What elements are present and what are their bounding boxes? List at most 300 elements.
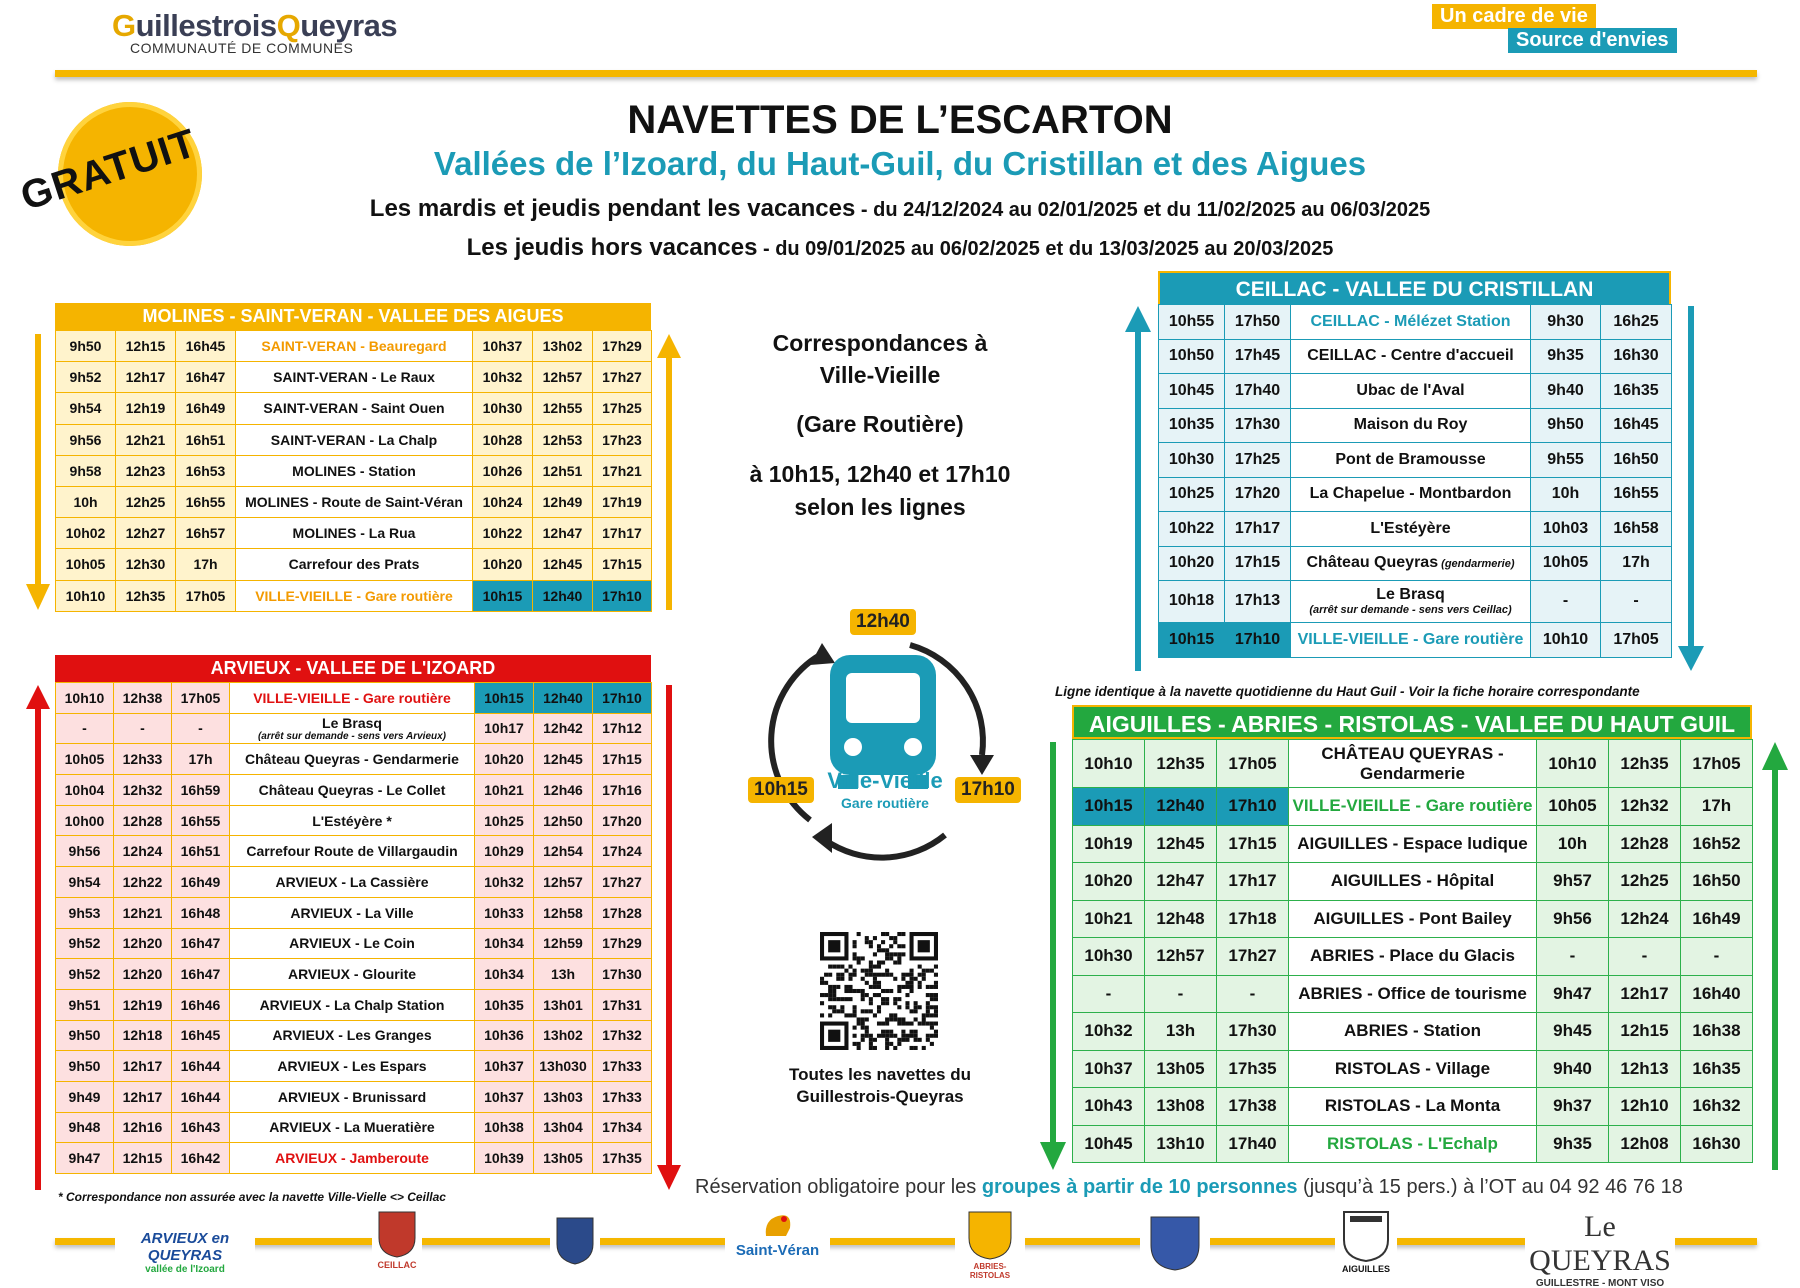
ceillac-title: CEILLAC - VALLEE DU CRISTILLAN: [1158, 271, 1671, 304]
stop-name: Le Brasq (arrêt sur demande - sens vers Ceillac): [1291, 581, 1531, 623]
time-cell: 9h40: [1537, 1050, 1609, 1088]
time-cell: 17h34: [593, 1112, 652, 1143]
time-cell: 12h08: [1609, 1125, 1681, 1163]
time-cell: 17h30: [1225, 408, 1291, 443]
time-cell: 17h23: [593, 424, 652, 455]
time-cell: 17h40: [1217, 1125, 1289, 1163]
time-cell: 9h55: [1531, 443, 1601, 478]
stop-name: SAINT-VERAN - La Chalp: [236, 424, 473, 455]
time-cell: 12h35: [1609, 740, 1681, 788]
guil-table: [1072, 705, 1752, 1163]
correspondance-place: Ville-Vieille: [819, 362, 941, 388]
time-cell: 16h51: [176, 424, 236, 455]
time-cell: 10h05: [56, 549, 116, 580]
logo-subtitle: COMMUNAUTÉ DE COMMUNES: [130, 40, 354, 56]
time-cell: 9h50: [56, 331, 116, 362]
time-cell: 17h29: [593, 928, 652, 959]
table-row: [56, 486, 652, 517]
time-cell: 17h12: [593, 713, 652, 744]
stop-name: ARVIEUX - La Chalp Station: [230, 989, 475, 1020]
molines-crest: [550, 1210, 600, 1268]
time-cell: -: [1681, 938, 1753, 976]
time-cell: 16h48: [172, 897, 230, 928]
time-cell: 12h21: [116, 424, 176, 455]
time-cell: 12h28: [114, 805, 172, 836]
time-cell: 17h45: [1225, 339, 1291, 374]
table-row: [56, 713, 652, 744]
stop-name: Carrefour Route de Villargaudin: [230, 836, 475, 867]
stop-name: CEILLAC - Centre d'accueil: [1291, 339, 1531, 374]
time-cell: 10h10: [1537, 740, 1609, 788]
time-cell: 16h30: [1681, 1125, 1753, 1163]
time-cell: 12h15: [116, 331, 176, 362]
schedule-off-holidays: Les jeudis hors vacances - du 09/01/2025 au 06/02/2025 et du 13/03/2025 au 20/03/2025: [466, 234, 1334, 261]
time-cell: 17h38: [1217, 1088, 1289, 1126]
time-cell: 10h30: [473, 393, 533, 424]
time-cell: 17h50: [1225, 305, 1291, 340]
time-cell: 10h05: [1537, 788, 1609, 826]
time-cell: 17h35: [1217, 1050, 1289, 1088]
time-cell: 10h25: [1159, 477, 1225, 512]
time-cell: 12h24: [1609, 900, 1681, 938]
table-row: [1159, 305, 1672, 340]
time-cell: 16h47: [172, 959, 230, 990]
table-row: [56, 836, 652, 867]
time-cell: 12h28: [1609, 825, 1681, 863]
time-cell: 9h47: [1537, 975, 1609, 1013]
time-cell: 17h05: [1681, 740, 1753, 788]
time-cell: 10h20: [475, 744, 534, 775]
time-cell: 9h30: [1531, 305, 1601, 340]
time-cell: 10h36: [475, 1020, 534, 1051]
ceillac-down-arrow: [1678, 306, 1704, 671]
time-cell: 17h27: [1217, 938, 1289, 976]
time-cell: 10h30: [1073, 938, 1145, 976]
time-cell: 16h49: [176, 393, 236, 424]
time-cell: 10h25: [475, 805, 534, 836]
time-cell: -: [1537, 938, 1609, 976]
cycle-time-1015: 10h15: [748, 777, 814, 803]
stop-name: MOLINES - Route de Saint-Véran: [236, 486, 473, 517]
time-cell: 12h40: [533, 580, 593, 611]
time-cell: 12h23: [116, 455, 176, 486]
logo-aiguilles: AIGUILLES: [1335, 1210, 1397, 1274]
stop-name: L'Estéyère: [1291, 512, 1531, 547]
time-cell: 9h50: [56, 1051, 114, 1082]
stop-name: ABRIES - Station: [1289, 1013, 1537, 1051]
time-cell: 13h01: [534, 989, 593, 1020]
stop-name: Château Queyras - Gendarmerie: [230, 744, 475, 775]
table-row: [56, 775, 652, 806]
arvieux-table: [55, 655, 651, 1174]
hub-label: Ville-Vieille: [827, 768, 943, 793]
time-cell: 10h38: [475, 1112, 534, 1143]
hub-sublabel: Gare routière: [841, 795, 929, 811]
table-row: [56, 518, 652, 549]
stop-name: ABRIES - Office de tourisme: [1289, 975, 1537, 1013]
table-row: [1073, 975, 1753, 1013]
time-cell: 17h05: [176, 580, 236, 611]
time-cell: 17h20: [1225, 477, 1291, 512]
table-row: [1159, 546, 1672, 581]
time-cell: 9h48: [56, 1112, 114, 1143]
table-row: [56, 959, 652, 990]
ceillac-up-arrow: [1125, 306, 1151, 671]
time-cell: 12h50: [534, 805, 593, 836]
time-cell: 17h10: [593, 683, 652, 714]
table-row: [56, 580, 652, 611]
time-cell: 17h33: [593, 1081, 652, 1112]
time-cell: 12h17: [116, 362, 176, 393]
time-cell: 12h32: [114, 775, 172, 806]
ceillac-table: [1158, 271, 1671, 658]
time-cell: 10h04: [56, 775, 114, 806]
time-cell: 13h: [534, 959, 593, 990]
time-cell: 9h52: [56, 959, 114, 990]
time-cell: 16h58: [1601, 512, 1672, 547]
time-cell: 13h: [1145, 1013, 1217, 1051]
time-cell: 12h46: [534, 775, 593, 806]
time-cell: 17h30: [1217, 1013, 1289, 1051]
qr-code[interactable]: [820, 932, 938, 1050]
correspondance-note: selon les lignes: [794, 494, 966, 520]
stop-name: MOLINES - La Rua: [236, 518, 473, 549]
time-cell: 9h57: [1537, 863, 1609, 901]
time-cell: 17h05: [1601, 623, 1672, 658]
time-cell: 12h21: [114, 897, 172, 928]
time-cell: -: [1601, 581, 1672, 623]
table-row: [1073, 1050, 1753, 1088]
bottom-divider: [55, 1238, 1757, 1245]
time-cell: 12h53: [533, 424, 593, 455]
stop-name: ABRIES - Place du Glacis: [1289, 938, 1537, 976]
time-cell: 9h58: [56, 455, 116, 486]
time-cell: 16h30: [1601, 339, 1672, 374]
stop-name: ARVIEUX - Le Coin: [230, 928, 475, 959]
time-cell: 10h05: [56, 744, 114, 775]
time-cell: 17h21: [593, 455, 652, 486]
time-cell: 9h52: [56, 362, 116, 393]
time-cell: 10h: [1531, 477, 1601, 512]
table-row: [56, 1112, 652, 1143]
stop-name: RISTOLAS - Village: [1289, 1050, 1537, 1088]
table-row: [56, 331, 652, 362]
molines-timetable: [55, 330, 652, 612]
time-cell: 10h32: [1073, 1013, 1145, 1051]
molines-down-arrow: [26, 334, 50, 610]
stop-name: SAINT-VERAN - Le Raux: [236, 362, 473, 393]
time-cell: 12h45: [534, 744, 593, 775]
time-cell: 12h35: [1145, 740, 1217, 788]
stop-name: Château Queyras (gendarmerie): [1291, 546, 1531, 581]
table-row: [56, 1020, 652, 1051]
time-cell: 16h51: [172, 836, 230, 867]
table-row: [56, 1081, 652, 1112]
table-row: [1073, 788, 1753, 826]
table-row: [1159, 443, 1672, 478]
bus-cycle-diagram: [750, 615, 1020, 865]
stop-name: VILLE-VIEILLE - Gare routière: [1291, 623, 1531, 658]
cycle-time-1240: 12h40: [850, 609, 916, 635]
logo-guillestrois-queyras: GuillestroisQueyras: [112, 8, 398, 43]
time-cell: 12h16: [114, 1112, 172, 1143]
arvieux-timetable: [55, 682, 652, 1174]
time-cell: 10h03: [1531, 512, 1601, 547]
stop-name: AIGUILLES - Espace ludique: [1289, 825, 1537, 863]
time-cell: 17h27: [593, 867, 652, 898]
time-cell: 16h49: [172, 867, 230, 898]
table-row: [1073, 740, 1753, 788]
time-cell: 10h37: [475, 1051, 534, 1082]
logo-arvieux: ARVIEUX en QUEYRAS vallée de l'Izoard: [115, 1230, 255, 1275]
time-cell: 12h17: [114, 1081, 172, 1112]
time-cell: 9h52: [56, 928, 114, 959]
logo-saint-veran: Saint-Véran: [725, 1210, 830, 1259]
stop-name: Le Brasq (arrêt sur demande - sens vers Arvieux): [230, 713, 475, 744]
time-cell: 17h19: [593, 486, 652, 517]
stop-name: ARVIEUX - Glourite: [230, 959, 475, 990]
time-cell: 12h40: [534, 683, 593, 714]
time-cell: 17h31: [593, 989, 652, 1020]
time-cell: 12h13: [1609, 1050, 1681, 1088]
time-cell: 10h17: [475, 713, 534, 744]
time-cell: 17h24: [593, 836, 652, 867]
time-cell: 10h26: [473, 455, 533, 486]
time-cell: 10h34: [475, 928, 534, 959]
table-row: [1073, 863, 1753, 901]
time-cell: 10h34: [475, 959, 534, 990]
time-cell: 10h20: [1073, 863, 1145, 901]
time-cell: 17h05: [1217, 740, 1289, 788]
time-cell: 12h33: [114, 744, 172, 775]
qr-caption-1: Toutes les navettes du: [788, 1065, 971, 1084]
stop-name: Ubac de l'Aval: [1291, 374, 1531, 409]
time-cell: 12h10: [1609, 1088, 1681, 1126]
time-cell: 10h45: [1159, 374, 1225, 409]
time-cell: 17h10: [593, 580, 652, 611]
time-cell: 10h20: [473, 549, 533, 580]
table-row: [1073, 1088, 1753, 1126]
time-cell: 12h20: [114, 959, 172, 990]
time-cell: -: [1531, 581, 1601, 623]
arvieux-up-arrow: [26, 685, 50, 1190]
time-cell: 10h: [56, 486, 116, 517]
time-cell: 16h57: [176, 518, 236, 549]
time-cell: 9h49: [56, 1081, 114, 1112]
page-subtitle: Vallées de l’Izoard, du Haut-Guil, du Cristillan et des Aigues: [433, 145, 1367, 182]
guil-note: Ligne identique à la navette quotidienne du Haut Guil - Voir la fiche horaire correspondante: [1055, 684, 1640, 699]
stop-note: (arrêt sur demande - sens vers Arvieux): [257, 730, 447, 742]
time-cell: 12h47: [1145, 863, 1217, 901]
table-row: [1073, 825, 1753, 863]
table-row: [56, 897, 652, 928]
table-row: [56, 362, 652, 393]
table-row: [1159, 512, 1672, 547]
time-cell: 9h47: [56, 1143, 114, 1174]
time-cell: -: [1609, 938, 1681, 976]
time-cell: 17h15: [1217, 825, 1289, 863]
time-cell: 12h19: [114, 989, 172, 1020]
stop-name: RISTOLAS - La Monta: [1289, 1088, 1537, 1126]
time-cell: 12h20: [114, 928, 172, 959]
correspondance-station: (Gare Routière): [796, 411, 964, 437]
time-cell: 16h35: [1681, 1050, 1753, 1088]
time-cell: 16h55: [1601, 477, 1672, 512]
time-cell: 12h48: [1145, 900, 1217, 938]
time-cell: 10h15: [473, 580, 533, 611]
cycle-time-1710: 17h10: [955, 777, 1021, 803]
time-cell: 10h33: [475, 897, 534, 928]
time-cell: 17h17: [1225, 512, 1291, 547]
stop-name: ARVIEUX - La Cassière: [230, 867, 475, 898]
time-cell: 12h25: [116, 486, 176, 517]
time-cell: 16h55: [172, 805, 230, 836]
time-cell: -: [172, 713, 230, 744]
aiguilles-crest-icon: [1342, 1210, 1390, 1262]
time-cell: 10h15: [1159, 623, 1225, 658]
time-cell: 9h53: [56, 897, 114, 928]
time-cell: 16h32: [1681, 1088, 1753, 1126]
time-cell: 17h10: [1217, 788, 1289, 826]
chateau-ville-vieille-crest: [1140, 1215, 1210, 1273]
time-cell: 12h17: [114, 1051, 172, 1082]
stop-name: CEILLAC - Mélézet Station: [1291, 305, 1531, 340]
time-cell: 12h38: [114, 683, 172, 714]
table-row: [1159, 623, 1672, 658]
time-cell: 17h25: [593, 393, 652, 424]
time-cell: 16h46: [172, 989, 230, 1020]
table-row: [1073, 900, 1753, 938]
table-row: [56, 424, 652, 455]
time-cell: 10h35: [1159, 408, 1225, 443]
time-cell: 12h47: [533, 518, 593, 549]
time-cell: 12h45: [533, 549, 593, 580]
time-cell: 12h57: [533, 362, 593, 393]
ceillac-timetable: [1158, 304, 1672, 658]
time-cell: 9h35: [1531, 339, 1601, 374]
time-cell: -: [1145, 975, 1217, 1013]
time-cell: 10h29: [475, 836, 534, 867]
time-cell: 17h35: [593, 1143, 652, 1174]
time-cell: 10h18: [1159, 581, 1225, 623]
time-cell: 9h54: [56, 867, 114, 898]
time-cell: 10h21: [1073, 900, 1145, 938]
stop-name: SAINT-VERAN - Saint Ouen: [236, 393, 473, 424]
time-cell: 13h10: [1145, 1125, 1217, 1163]
table-row: [56, 683, 652, 714]
time-cell: 9h56: [1537, 900, 1609, 938]
time-cell: 12h59: [534, 928, 593, 959]
stop-name: ARVIEUX - Les Granges: [230, 1020, 475, 1051]
time-cell: 17h13: [1225, 581, 1291, 623]
time-cell: 13h08: [1145, 1088, 1217, 1126]
time-cell: 12h35: [116, 580, 176, 611]
schedule-holidays: Les mardis et jeudis pendant les vacances - du 24/12/2024 au 02/01/2025 et du 11/02/2025 au 06/03/2025: [369, 195, 1431, 222]
stop-name: ARVIEUX - Les Espars: [230, 1051, 475, 1082]
table-row: [56, 805, 652, 836]
time-cell: 12h40: [1145, 788, 1217, 826]
chateau-crest-icon: [1149, 1215, 1201, 1271]
stop-name: Pont de Bramousse: [1291, 443, 1531, 478]
time-cell: 10h: [1537, 825, 1609, 863]
time-cell: 17h30: [593, 959, 652, 990]
top-divider: [55, 70, 1757, 77]
time-cell: 16h55: [176, 486, 236, 517]
time-cell: 17h40: [1225, 374, 1291, 409]
time-cell: 16h47: [176, 362, 236, 393]
time-cell: 16h35: [1601, 374, 1672, 409]
slogan-line-2: Source d'envies: [1508, 28, 1677, 53]
time-cell: 12h27: [116, 518, 176, 549]
page-title: NAVETTES DE L’ESCARTON: [627, 98, 1173, 142]
time-cell: 9h56: [56, 424, 116, 455]
time-cell: 12h19: [116, 393, 176, 424]
time-cell: 10h37: [473, 331, 533, 362]
ceillac-crest-icon: [377, 1210, 417, 1258]
time-cell: 16h52: [1681, 825, 1753, 863]
time-cell: 16h43: [172, 1112, 230, 1143]
time-cell: 16h40: [1681, 975, 1753, 1013]
time-cell: 12h22: [114, 867, 172, 898]
stop-name: VILLE-VIEILLE - Gare routière: [230, 683, 475, 714]
time-cell: 13h04: [534, 1112, 593, 1143]
stop-name: RISTOLAS - L'Echalp: [1289, 1125, 1537, 1163]
time-cell: 10h50: [1159, 339, 1225, 374]
abries-crest-icon: [967, 1210, 1013, 1260]
time-cell: 16h47: [172, 928, 230, 959]
time-cell: 17h: [1681, 788, 1753, 826]
time-cell: 17h15: [593, 744, 652, 775]
time-cell: 17h27: [593, 362, 652, 393]
time-cell: 17h25: [1225, 443, 1291, 478]
table-row: [1073, 1125, 1753, 1163]
table-row: [56, 1143, 652, 1174]
molines-up-arrow: [657, 334, 681, 610]
time-cell: 13h02: [534, 1020, 593, 1051]
time-cell: 16h44: [172, 1081, 230, 1112]
time-cell: 12h18: [114, 1020, 172, 1051]
time-cell: 16h53: [176, 455, 236, 486]
table-row: [1159, 339, 1672, 374]
stop-name: CHÂTEAU QUEYRAS - Gendarmerie: [1289, 740, 1537, 788]
time-cell: 10h20: [1159, 546, 1225, 581]
time-cell: -: [56, 713, 114, 744]
table-row: [1073, 938, 1753, 976]
reservation-notice: Réservation obligatoire pour les groupes à partir de 10 personnes (jusqu’à 15 pers.) à l’OT au 04 92 46 76 18: [695, 1176, 1683, 1198]
time-cell: 12h24: [114, 836, 172, 867]
stop-name: L'Estéyère *: [230, 805, 475, 836]
logo-abries-ristolas: ABRIES-RISTOLAS: [955, 1210, 1025, 1280]
time-cell: 17h28: [593, 897, 652, 928]
time-cell: 10h39: [475, 1143, 534, 1174]
stop-name: Carrefour des Prats: [236, 549, 473, 580]
time-cell: 16h45: [1601, 408, 1672, 443]
time-cell: 17h10: [1225, 623, 1291, 658]
guil-up-arrow: [1762, 742, 1788, 1170]
time-cell: 16h45: [172, 1020, 230, 1051]
time-cell: 10h10: [56, 683, 114, 714]
time-cell: 12h17: [1609, 975, 1681, 1013]
time-cell: 16h38: [1681, 1013, 1753, 1051]
time-cell: 10h32: [475, 867, 534, 898]
table-row: [56, 1051, 652, 1082]
arvieux-title: ARVIEUX - VALLEE DE L'IZOARD: [55, 655, 651, 682]
time-cell: 12h57: [534, 867, 593, 898]
time-cell: 9h50: [56, 1020, 114, 1051]
time-cell: 16h42: [172, 1143, 230, 1174]
time-cell: 17h32: [593, 1020, 652, 1051]
stop-name: ARVIEUX - La Ville: [230, 897, 475, 928]
